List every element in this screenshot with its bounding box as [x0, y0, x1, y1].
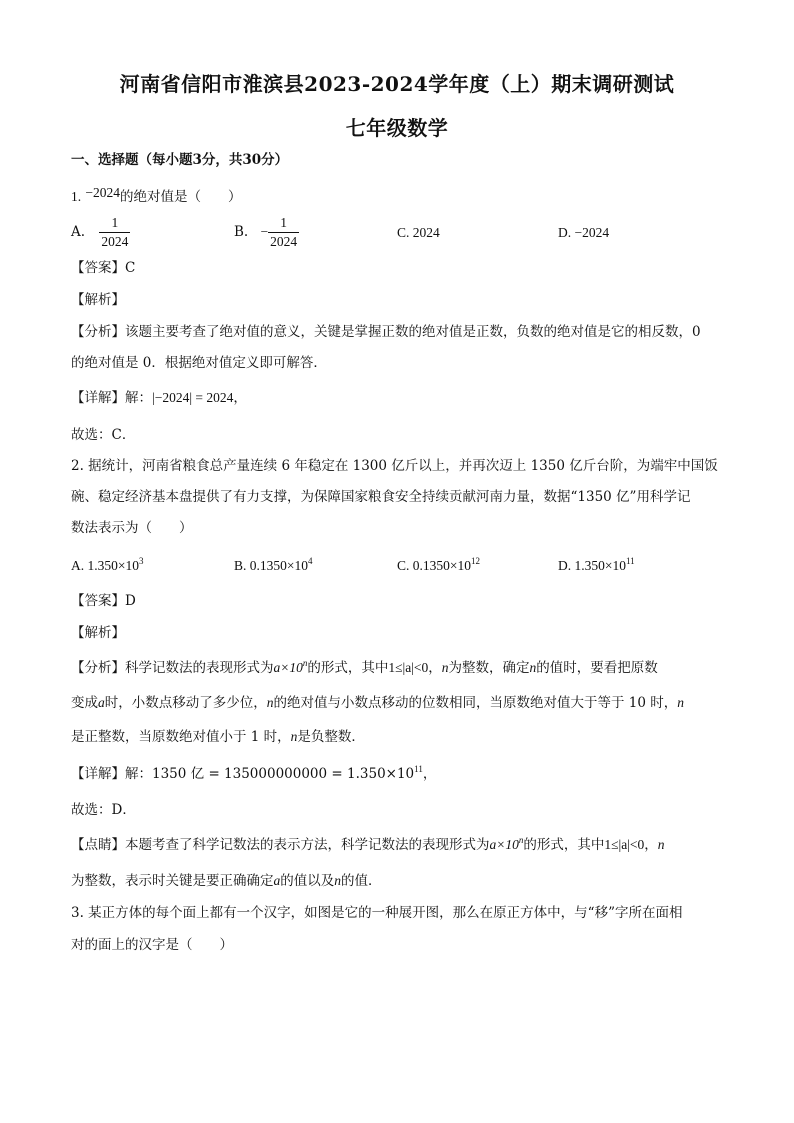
math: n: [334, 873, 341, 888]
math: 1≤|a|<0: [388, 660, 429, 675]
analysis-label: 【解析】: [71, 292, 125, 308]
math: n: [677, 695, 685, 710]
fenxi-tag: 【分析】: [71, 324, 125, 340]
option-text: B. 0.1350×10: [234, 558, 308, 573]
question-value: −2024: [85, 185, 121, 200]
text: 时，小数点移动了多少位，: [104, 695, 267, 711]
detail-expression: |−2024| = 2024，: [152, 390, 247, 405]
math: n: [657, 837, 665, 852]
q2-option-b: [234, 556, 313, 576]
math: n: [290, 729, 298, 744]
denominator: 2024: [270, 234, 298, 249]
question-text: 的绝对值是（ ）: [120, 189, 242, 205]
text: ，: [422, 766, 437, 782]
math: n: [529, 660, 537, 675]
text: 的值．: [341, 873, 382, 889]
text: ，: [428, 660, 442, 676]
text: 的值时，要看把原数: [536, 660, 658, 676]
text: ，: [644, 837, 658, 853]
denominator: 2024: [101, 234, 129, 249]
q2-option-a: [71, 556, 144, 576]
analysis-paragraph-end: [71, 727, 365, 747]
fenxi-tag: 【分析】: [71, 660, 125, 676]
option-label: B.: [234, 224, 249, 240]
choose-line: 故选：C．: [71, 427, 136, 443]
text: 是负整数．: [297, 729, 365, 745]
detail-tag: 【详解】: [71, 766, 125, 782]
exponent: n: [302, 658, 308, 668]
text: 是正整数，当原数绝对值小于 1 时，: [71, 729, 291, 745]
math: a×10: [489, 837, 519, 852]
analysis-paragraph-cont: [71, 693, 684, 713]
exponent: 3: [139, 556, 144, 566]
math: a: [273, 873, 281, 888]
text: 科学记数法的表现形式为: [125, 660, 274, 676]
option-label: A.: [71, 224, 86, 240]
analysis-paragraph-cont: 的绝对值是 0．根据绝对值定义即可解答．: [71, 355, 327, 371]
question-1-stem: [71, 183, 242, 207]
exponent: 12: [471, 556, 480, 566]
section-heading: 一、选择题（每小题3分，共30分）: [71, 152, 289, 168]
detail-solution: [71, 764, 436, 784]
text: 变成: [71, 695, 98, 711]
text: 的值以及: [280, 873, 335, 889]
numerator: 1: [99, 214, 130, 233]
option-text: D. 1.350×10: [558, 558, 626, 573]
text: 的绝对值与小数点移动的位数相同，当原数绝对值大于等于 10 时，: [273, 695, 678, 711]
detail-solution: [71, 388, 247, 408]
minus-sign: −: [260, 224, 269, 239]
q1-option-a: [71, 214, 130, 251]
question-2-stem-2: 碗、稳定经济基本盘提供了有力支撑，为保障国家粮食安全持续贡献河南力量，数据“1350 亿”用科学记: [71, 489, 691, 505]
answer-label: 【答案】C: [71, 260, 136, 276]
detail-tag: 【详解】: [71, 390, 125, 406]
math: a×10: [273, 660, 303, 675]
fraction: [268, 214, 299, 251]
answer-label: 【答案】D: [71, 593, 136, 609]
analysis-paragraph: [71, 658, 658, 678]
math: 1≤|a|<0: [604, 837, 645, 852]
detail-text: 解：1350 亿 = 135000000000 = 1.350×10: [125, 766, 415, 782]
fenxi-text: 该题主要考查了绝对值的意义，关键是掌握正数的绝对值是正数，负数的绝对值是它的相反数，0: [125, 324, 701, 340]
math: a: [98, 695, 105, 710]
option-text: C. 0.1350×10: [397, 558, 471, 573]
question-3-stem-1: 3. 某正方体的每个面上都有一个汉字，如图是它的一种展开图，那么在原正方体中，与“移”字所在面相: [71, 905, 683, 921]
text: 的形式，其中: [523, 837, 605, 853]
numerator: 1: [268, 214, 299, 233]
math: n: [266, 695, 274, 710]
q1-option-c: C. 2024: [397, 225, 440, 240]
fraction: [99, 214, 130, 251]
question-number: 1.: [71, 189, 82, 204]
choose-line: 故选：D．: [71, 802, 136, 818]
text: 为整数，确定: [448, 660, 530, 676]
analysis-paragraph: [71, 322, 701, 342]
question-2-stem-3: 数法表示为（ ）: [71, 520, 193, 536]
question-2-stem-1: 2. 据统计，河南省粮食总产量连续 6 年稳定在 1300 亿斤以上，并再次迈上 1350 亿斤台阶，为端牢中国饭: [71, 458, 718, 474]
detail-text: 解：: [125, 390, 152, 406]
dianjing-paragraph-cont: [71, 871, 382, 891]
page-title: 河南省信阳市淮滨县2023-2024学年度（上）期末调研测试: [119, 72, 675, 96]
text: 的形式，其中: [307, 660, 389, 676]
q2-option-c: [397, 556, 480, 576]
exponent: 11: [414, 764, 423, 774]
dianjing-tag: 【点睛】: [71, 837, 125, 853]
text: 为整数，表示时关键是要正确确定: [71, 873, 274, 889]
text: 本题考查了科学记数法的表示方法，科学记数法的表现形式为: [125, 837, 490, 853]
dianjing-paragraph: [71, 835, 665, 855]
page-subtitle: 七年级数学: [345, 116, 449, 140]
math: n: [441, 660, 449, 675]
analysis-label: 【解析】: [71, 625, 125, 641]
exponent: 4: [308, 556, 313, 566]
q1-option-b: [234, 214, 299, 251]
exponent: n: [518, 835, 524, 845]
exponent: 11: [626, 556, 635, 566]
q2-option-d: [558, 556, 635, 576]
option-text: A. 1.350×10: [71, 558, 139, 573]
question-3-stem-2: 对的面上的汉字是（ ）: [71, 937, 233, 953]
q1-option-d: D. −2024: [558, 225, 610, 240]
